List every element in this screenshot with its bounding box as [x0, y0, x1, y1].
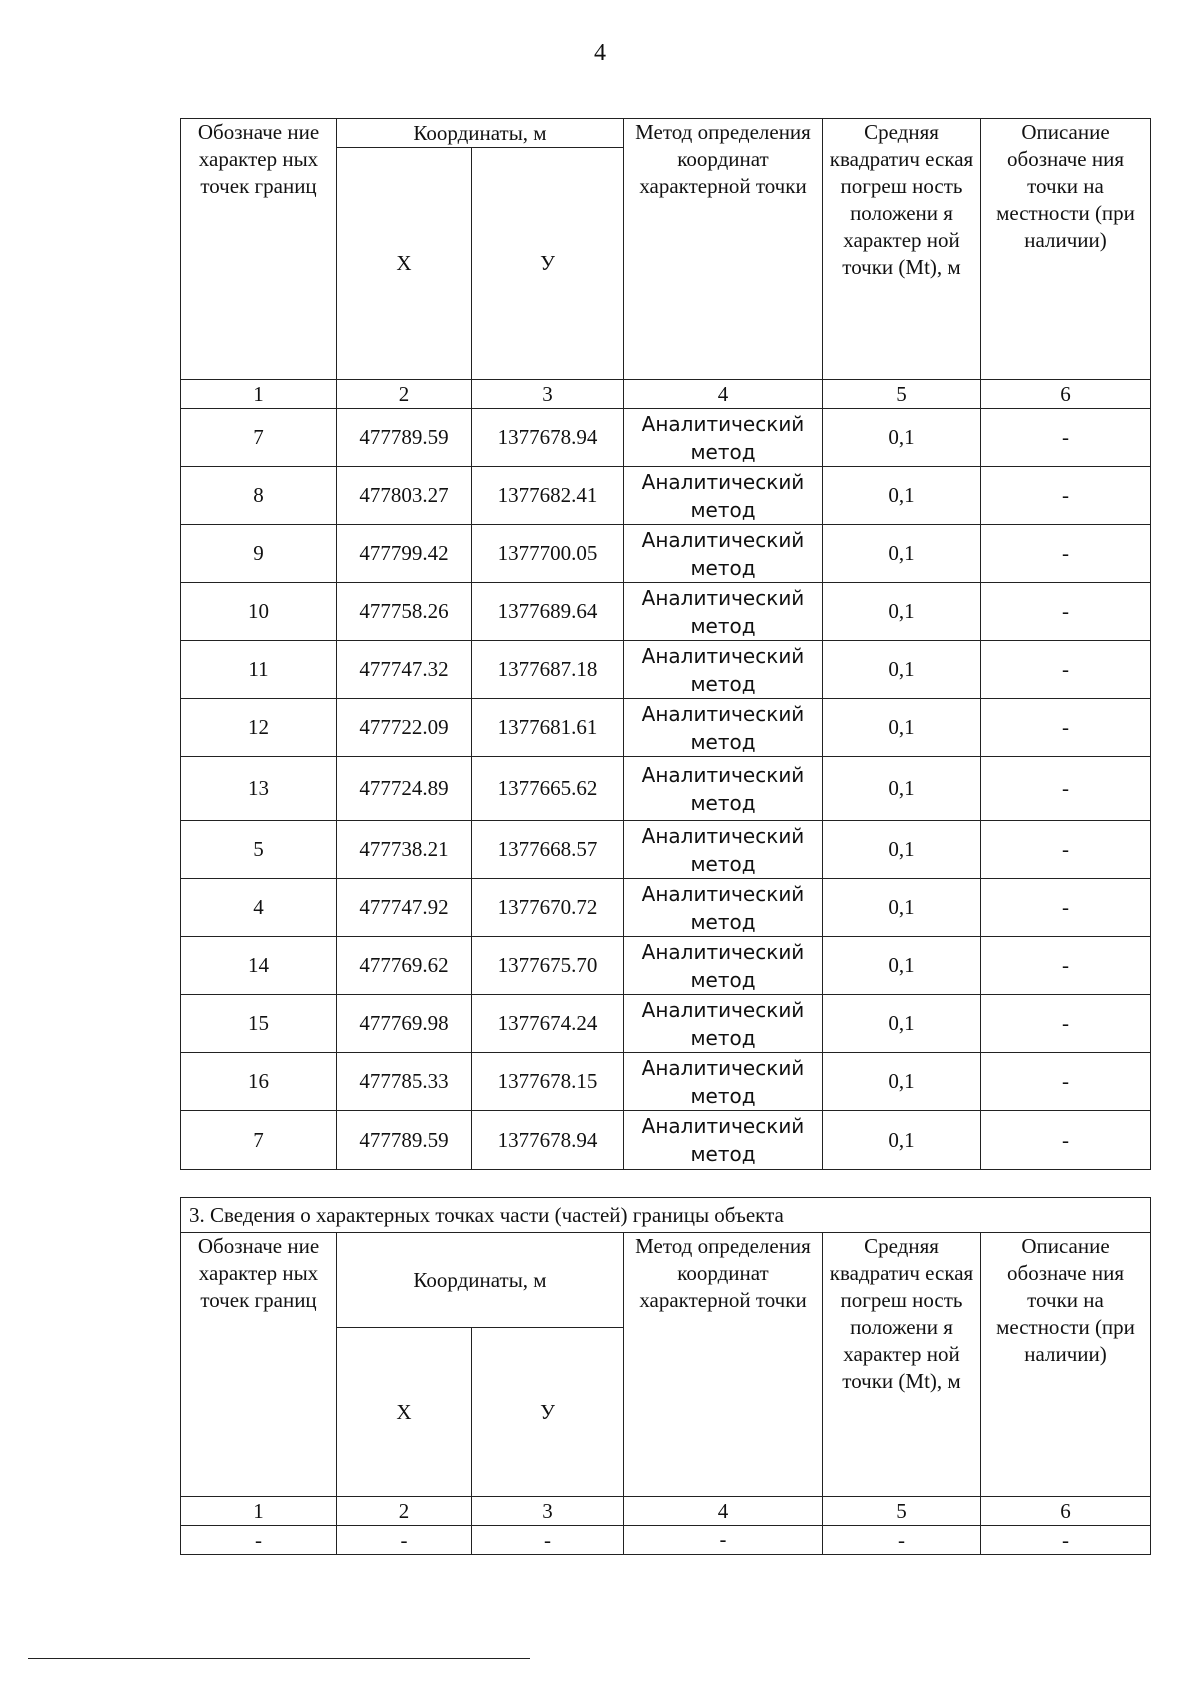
cell-error: 0,1 [823, 1111, 981, 1170]
cell-description: - [981, 583, 1151, 641]
table-row [181, 583, 1151, 641]
header-description: Описание обозначе ния точки на местности (при наличии) [981, 119, 1151, 380]
cell-point: 12 [181, 699, 337, 757]
cell-error: 0,1 [823, 995, 981, 1053]
table-row [181, 879, 1151, 937]
cell-x: 477785.33 [337, 1053, 472, 1111]
table-row [181, 757, 1151, 821]
cell-point: 9 [181, 525, 337, 583]
part-boundary-points-table [180, 1197, 1151, 1555]
cell-error: 0,1 [823, 583, 981, 641]
cell-point: 7 [181, 409, 337, 467]
column-number: 2 [337, 1497, 472, 1526]
column-number: 1 [181, 1497, 337, 1526]
cell-x: 477803.27 [337, 467, 472, 525]
cell-error: 0,1 [823, 699, 981, 757]
column-number: 3 [472, 1497, 624, 1526]
cell-error: 0,1 [823, 1053, 981, 1111]
column-number: 5 [823, 380, 981, 409]
cell-method: Аналитический метод [624, 821, 823, 879]
cell-method: Аналитический метод [624, 409, 823, 467]
cell-error: 0,1 [823, 525, 981, 583]
column-number: 6 [981, 1497, 1151, 1526]
cell-description: - [981, 409, 1151, 467]
header-point-designation: Обозначе ние характер ных точек границ [181, 1233, 337, 1497]
column-number: 5 [823, 1497, 981, 1526]
column-number: 4 [624, 1497, 823, 1526]
cell-description: - [981, 821, 1151, 879]
cell-point: 7 [181, 1111, 337, 1170]
cell-error: 0,1 [823, 467, 981, 525]
cell-y: 1377689.64 [472, 583, 624, 641]
header-y: У [472, 148, 624, 380]
table-row [181, 699, 1151, 757]
cell-y: 1377678.94 [472, 1111, 624, 1170]
footnote-divider [28, 1658, 530, 1659]
cell-point: 5 [181, 821, 337, 879]
cell-point: 13 [181, 757, 337, 821]
cell-x: 477799.42 [337, 525, 472, 583]
column-numbers-row [181, 380, 1151, 409]
header-description: Описание обозначе ния точки на местности (при наличии) [981, 1233, 1151, 1497]
cell-point: 16 [181, 1053, 337, 1111]
header-method: Метод определения координат характерной точки [624, 119, 823, 380]
column-number: 4 [624, 380, 823, 409]
cell-method: Аналитический метод [624, 879, 823, 937]
cell-y: 1377665.62 [472, 757, 624, 821]
cell-error: - [823, 1526, 981, 1555]
header-x: X [337, 148, 472, 380]
column-number: 2 [337, 380, 472, 409]
table-body [181, 1526, 1151, 1555]
cell-method: Аналитический метод [624, 525, 823, 583]
cell-x: 477747.32 [337, 641, 472, 699]
page-number: 4 [594, 40, 606, 66]
boundary-points-table [180, 118, 1151, 1170]
cell-method: Аналитический метод [624, 641, 823, 699]
cell-point: 11 [181, 641, 337, 699]
cell-description: - [981, 1111, 1151, 1170]
table-row [181, 641, 1151, 699]
cell-x: 477789.59 [337, 409, 472, 467]
cell-description: - [981, 525, 1151, 583]
table-row [181, 1526, 1151, 1555]
cell-x: 477724.89 [337, 757, 472, 821]
cell-y: 1377675.70 [472, 937, 624, 995]
cell-x: 477769.98 [337, 995, 472, 1053]
cell-x: - [337, 1526, 472, 1555]
cell-method: Аналитический метод [624, 1053, 823, 1111]
cell-point: 10 [181, 583, 337, 641]
column-number: 6 [981, 380, 1151, 409]
cell-y: 1377700.05 [472, 525, 624, 583]
cell-method: Аналитический метод [624, 699, 823, 757]
cell-x: 477769.62 [337, 937, 472, 995]
table-row [181, 821, 1151, 879]
cell-method: Аналитический метод [624, 937, 823, 995]
cell-description: - [981, 467, 1151, 525]
cell-y: 1377670.72 [472, 879, 624, 937]
cell-error: 0,1 [823, 757, 981, 821]
cell-description: - [981, 699, 1151, 757]
header-coordinates: Координаты, м [337, 1233, 624, 1328]
cell-point: 14 [181, 937, 337, 995]
header-x: X [337, 1328, 472, 1497]
cell-method: Аналитический метод [624, 583, 823, 641]
header-y: У [472, 1328, 624, 1497]
table-row [181, 409, 1151, 467]
table-row [181, 525, 1151, 583]
cell-y: 1377668.57 [472, 821, 624, 879]
table-body [181, 409, 1151, 1170]
cell-description: - [981, 641, 1151, 699]
cell-description: - [981, 937, 1151, 995]
cell-description: - [981, 1526, 1151, 1555]
cell-point: 4 [181, 879, 337, 937]
cell-description: - [981, 1053, 1151, 1111]
cell-y: 1377687.18 [472, 641, 624, 699]
cell-point: 8 [181, 467, 337, 525]
section-title: 3. Сведения о характерных точках части (частей) границы объекта [181, 1198, 1151, 1233]
table-row [181, 1053, 1151, 1111]
cell-error: 0,1 [823, 937, 981, 995]
table-row [181, 1111, 1151, 1170]
cell-description: - [981, 879, 1151, 937]
cell-y: 1377682.41 [472, 467, 624, 525]
column-numbers-row [181, 1497, 1151, 1526]
cell-method: Аналитический метод [624, 995, 823, 1053]
header-error: Средняя квадратич еская погреш ность положени я характер ной точки (Mt), м [823, 1233, 981, 1497]
header-point-designation: Обозначе ние характер ных точек границ [181, 119, 337, 380]
cell-method: Аналитический метод [624, 467, 823, 525]
cell-error: 0,1 [823, 409, 981, 467]
header-coordinates: Координаты, м [337, 119, 624, 148]
cell-error: 0,1 [823, 821, 981, 879]
column-number: 3 [472, 380, 624, 409]
cell-y: 1377674.24 [472, 995, 624, 1053]
column-number: 1 [181, 380, 337, 409]
table-row [181, 995, 1151, 1053]
cell-error: 0,1 [823, 879, 981, 937]
cell-x: 477722.09 [337, 699, 472, 757]
cell-y: 1377678.15 [472, 1053, 624, 1111]
cell-y: - [472, 1526, 624, 1555]
table-row [181, 937, 1151, 995]
cell-point: 15 [181, 995, 337, 1053]
cell-method: - [624, 1526, 823, 1555]
cell-x: 477747.92 [337, 879, 472, 937]
cell-description: - [981, 757, 1151, 821]
cell-method: Аналитический метод [624, 757, 823, 821]
cell-method: Аналитический метод [624, 1111, 823, 1170]
header-error: Средняя квадратич еская погреш ность положени я характер ной точки (Mt), м [823, 119, 981, 380]
cell-y: 1377681.61 [472, 699, 624, 757]
cell-y: 1377678.94 [472, 409, 624, 467]
table-row [181, 467, 1151, 525]
cell-x: 477738.21 [337, 821, 472, 879]
cell-x: 477758.26 [337, 583, 472, 641]
cell-x: 477789.59 [337, 1111, 472, 1170]
cell-error: 0,1 [823, 641, 981, 699]
cell-point: - [181, 1526, 337, 1555]
cell-description: - [981, 995, 1151, 1053]
header-method: Метод определения координат характерной точки [624, 1233, 823, 1497]
